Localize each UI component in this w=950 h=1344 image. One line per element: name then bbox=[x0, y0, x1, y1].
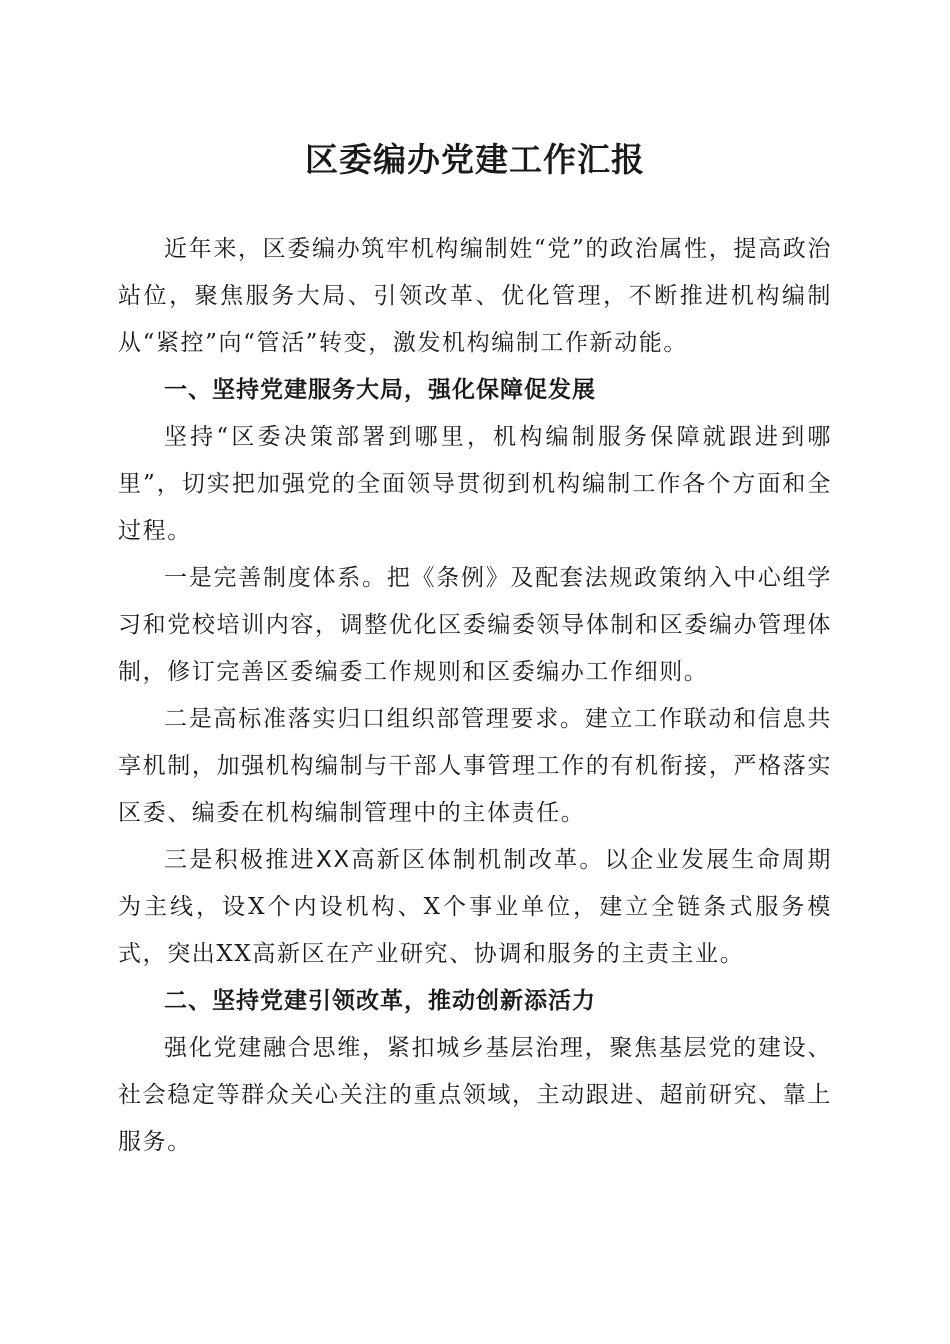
document-title: 区委编办党建工作汇报 bbox=[305, 140, 645, 179]
section-1-paragraph: 坚持“区委决策部署到哪里，机构编制服务保障就跟进到哪里”，切实把加强党的全面领导贯彻到机构编制工作各个方面和全过程。 bbox=[118, 424, 832, 544]
point-1-text: 把《条例》及配套法规政策纳入中心组学习和党校培训内容，调整优化区委编委领导体制和区委编办管理体制，修订完善区委编委工作规则和区委编办工作细则。 bbox=[118, 565, 832, 685]
document-body bbox=[118, 226, 832, 1166]
point-3-paragraph bbox=[118, 837, 832, 978]
section-2-paragraph: 强化党建融合思维，紧扣城乡基层治理，聚焦基层党的建设、社会稳定等群众关心关注的重点领域，主动跟进、超前研究、靠上服务。 bbox=[118, 1035, 832, 1155]
point-3-lead: 三是积极推进XX高新区体制机制改革。 bbox=[164, 847, 605, 873]
intro-paragraph: 近年来，区委编办筑牢机构编制姓“党”的政治属性，提高政治站位，聚焦服务大局、引领改革、优化管理，不断推进机构编制从“紧控”向“管活”转变，激发机构编制工作新动能。 bbox=[118, 236, 832, 356]
point-1-lead: 一是完善制度体系。 bbox=[164, 565, 387, 591]
point-2-text: 建立工作联动和信息共享机制，加强机构编制与干部人事管理工作的有机衔接，严格落实区委、编委在机构编制管理中的主体责任。 bbox=[118, 706, 833, 826]
point-2-lead: 二是高标准落实归口组织部管理要求。 bbox=[164, 706, 585, 732]
point-2-paragraph bbox=[118, 696, 832, 837]
point-3-text: 以企业发展生命周期为主线，设X个内设机构、X个事业单位，建立全链条式服务模式，突出XX高新区在产业研究、协调和服务的主责主业。 bbox=[118, 847, 832, 967]
section-1-heading: 一、坚持党建服务大局，强化保障促发展 bbox=[164, 377, 596, 403]
point-1-paragraph bbox=[118, 555, 832, 696]
section-2-heading: 二、坚持党建引领改革，推动创新添活力 bbox=[164, 988, 596, 1014]
